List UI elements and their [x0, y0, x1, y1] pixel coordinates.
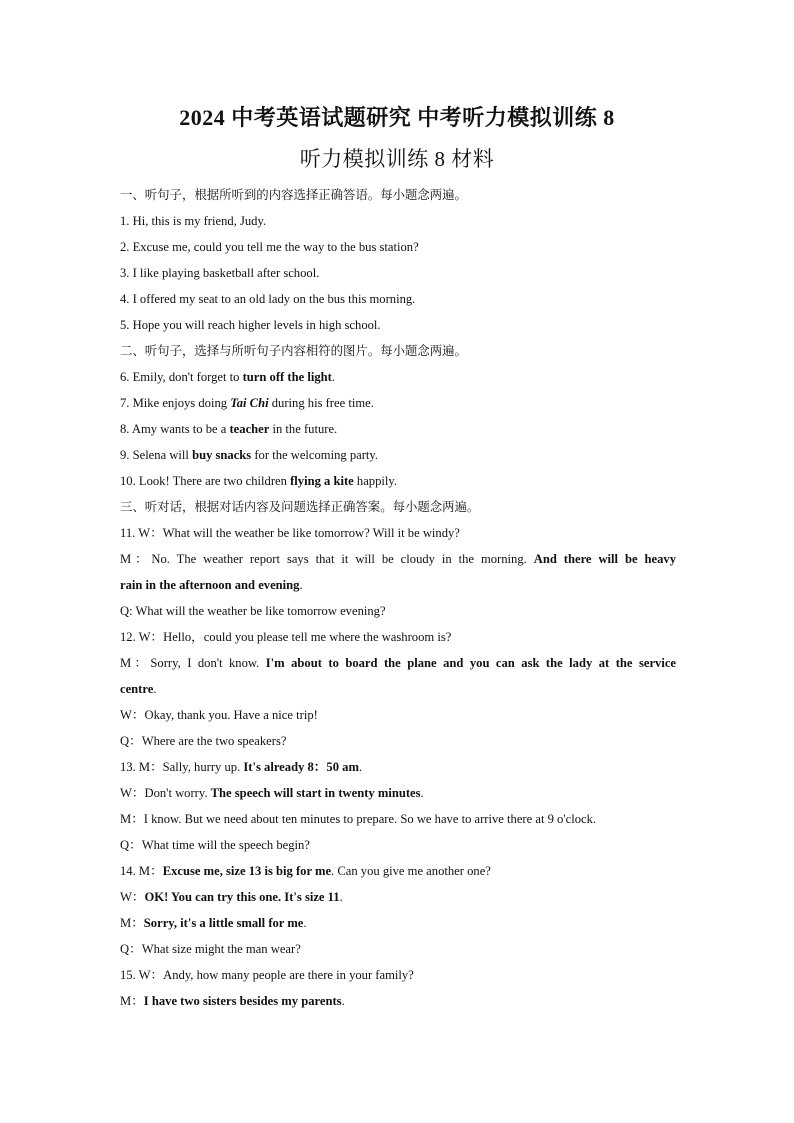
text-run: 10. Look! There are two children — [120, 474, 291, 488]
text-run: . — [420, 786, 424, 800]
italic-text: Tai Chi — [230, 396, 269, 410]
text-run: Q：What size might the man wear? — [120, 942, 301, 956]
bold-text: flying a kite — [290, 474, 354, 488]
text-line — [120, 416, 676, 442]
text-line — [120, 858, 676, 884]
text-run: M： — [120, 994, 144, 1008]
text-run: . — [341, 994, 345, 1008]
text-run: . — [331, 370, 335, 384]
text-line — [120, 598, 676, 624]
text-line — [120, 832, 676, 858]
text-run: M：Sorry, I don't know. — [120, 656, 266, 670]
text-run: 4. I offered my seat to an old lady on the bus this morning. — [120, 292, 416, 306]
text-line — [120, 728, 676, 754]
bold-text: It's already 8：50 am — [243, 760, 359, 774]
text-line — [120, 234, 676, 260]
section-heading — [120, 182, 676, 208]
text-run: . — [303, 916, 307, 930]
text-run: 15. W：Andy, how many people are there in your family? — [120, 968, 414, 982]
text-line — [120, 520, 676, 546]
document-subtitle: 听力模拟训练 8 材料 — [299, 147, 495, 171]
text-line — [120, 650, 676, 676]
text-line — [120, 910, 676, 936]
text-line — [120, 754, 676, 780]
text-run: M： — [120, 916, 144, 930]
bold-text: I'm about to board the plane and you can ask the lady at the service — [265, 656, 676, 670]
text-run: W：Don't worry. — [120, 786, 211, 800]
text-run: 7. Mike enjoys doing — [120, 396, 231, 410]
text-line — [120, 208, 676, 234]
bold-text: The speech will start in twenty minutes — [210, 786, 421, 800]
text-line — [120, 468, 676, 494]
text-line — [120, 624, 676, 650]
text-run: 8. Amy wants to be a — [120, 422, 230, 436]
text-run: 13. M：Sally, hurry up. — [120, 760, 244, 774]
text-run: 9. Selena will — [120, 448, 193, 462]
bold-text: turn off the light — [242, 370, 332, 384]
bold-text: I have two sisters besides my parents — [143, 994, 342, 1008]
text-line — [120, 702, 676, 728]
text-run: Q：Where are the two speakers? — [120, 734, 287, 748]
text-run: 6. Emily, don't forget to — [120, 370, 243, 384]
text-line — [120, 442, 676, 468]
text-line — [120, 676, 676, 702]
text-line — [120, 546, 676, 572]
document-title: 2024 中考英语试题研究 中考听力模拟训练 8 — [179, 105, 615, 130]
text-run: 1. Hi, this is my friend, Judy. — [120, 214, 267, 228]
document-body — [120, 182, 676, 1014]
text-run: . Can you give me another one? — [331, 864, 491, 878]
text-run: happily. — [353, 474, 398, 488]
text-line — [120, 780, 676, 806]
text-line — [120, 286, 676, 312]
section-heading — [120, 338, 676, 364]
bold-text: buy snacks — [192, 448, 252, 462]
text-line — [120, 988, 676, 1014]
section-heading — [120, 494, 676, 520]
text-line — [120, 884, 676, 910]
text-line — [120, 260, 676, 286]
bold-text: rain in the afternoon and evening — [120, 578, 300, 592]
text-run: M：I know. But we need about ten minutes to prepare. So we have to arrive there at 9 o'clock. — [120, 812, 597, 826]
text-run: . — [153, 682, 157, 696]
text-run: . — [339, 890, 343, 904]
text-line — [120, 364, 676, 390]
text-line — [120, 390, 676, 416]
text-run: 一、听句子，根据所听到的内容选择正确答语。每小题念两遍。 — [120, 187, 467, 202]
text-run: 14. M： — [120, 864, 163, 878]
bold-italic-text — [230, 396, 268, 410]
text-run: Q: What will the weather be like tomorrow evening? — [120, 604, 386, 618]
text-run: . — [299, 578, 303, 592]
text-line — [120, 936, 676, 962]
text-run: 5. Hope you will reach higher levels in high school. — [120, 318, 381, 332]
bold-text: centre — [120, 682, 154, 696]
text-run: 3. I like playing basketball after school. — [120, 266, 320, 280]
text-run: for the welcoming party. — [251, 448, 379, 462]
text-run: during his free time. — [268, 396, 374, 410]
text-run: 12. W：Hello，could you please tell me where the washroom is? — [120, 630, 452, 644]
text-run: W： — [120, 890, 145, 904]
bold-text: teacher — [229, 422, 270, 436]
text-run: Q：What time will the speech begin? — [120, 838, 310, 852]
bold-text: And there will be heavy — [533, 552, 676, 566]
text-run: 11. W：What will the weather be like tomorrow? Will it be windy? — [120, 526, 460, 540]
text-run: M：No. The weather report says that it will be cloudy in the morning. — [120, 552, 534, 566]
text-run: 三、听对话，根据对话内容及问题选择正确答案。每小题念两遍。 — [120, 499, 480, 514]
text-line — [120, 572, 676, 598]
text-run: W：Okay, thank you. Have a nice trip! — [120, 708, 318, 722]
text-run: 2. Excuse me, could you tell me the way to the bus station? — [120, 240, 419, 254]
text-run: 二、听句子，选择与所听句子内容相符的图片。每小题念两遍。 — [120, 343, 467, 358]
text-run: in the future. — [269, 422, 338, 436]
text-run: . — [358, 760, 363, 774]
bold-text: OK! You can try this one. It's size 11 — [144, 890, 340, 904]
text-line — [120, 312, 676, 338]
bold-text: Excuse me, size 13 is big for me — [162, 864, 332, 878]
bold-text: Sorry, it's a little small for me — [143, 916, 304, 930]
text-line — [120, 962, 676, 988]
text-line — [120, 806, 676, 832]
